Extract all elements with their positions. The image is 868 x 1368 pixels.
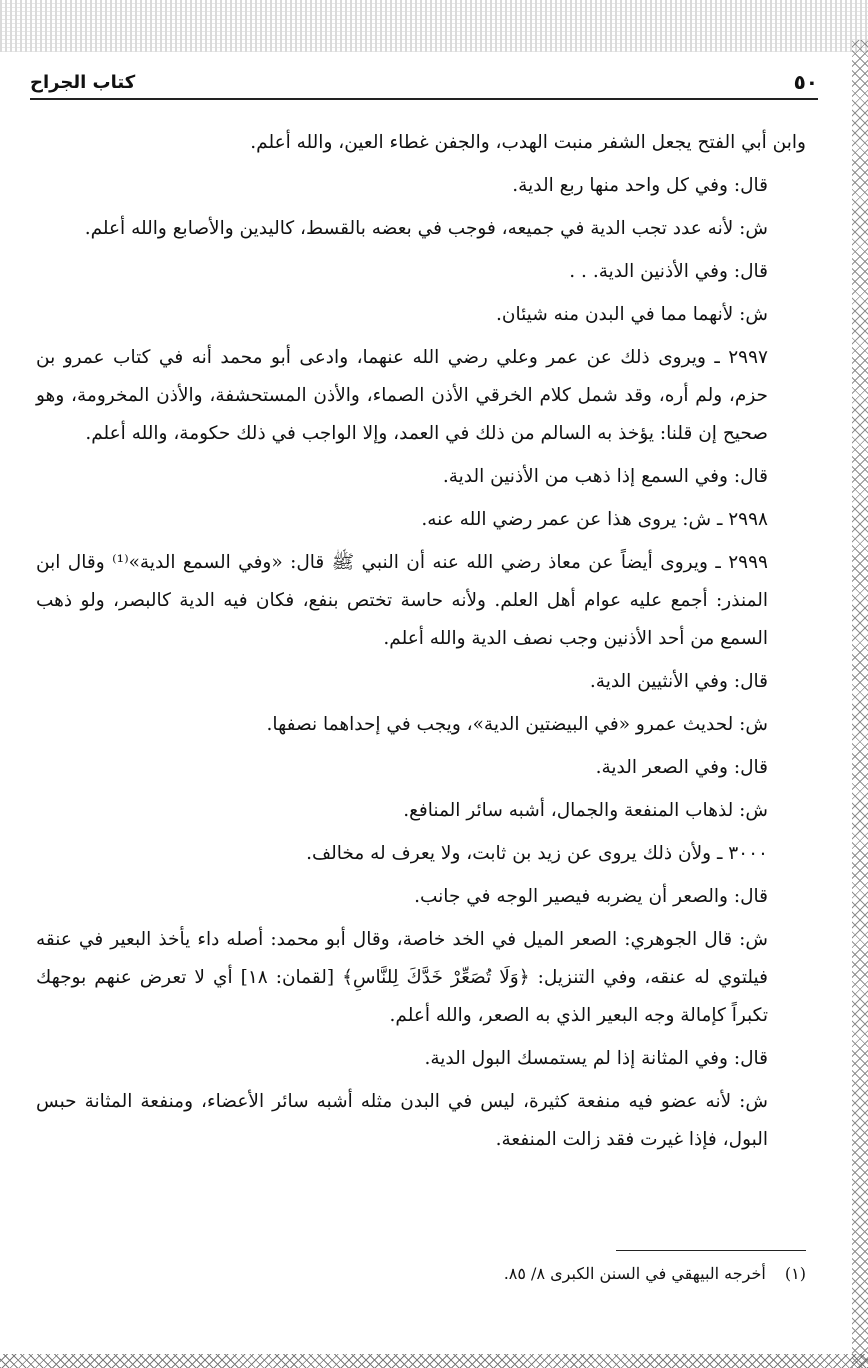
- paragraph: قال: وفي كل واحد منها ربع الدية.: [512, 175, 768, 196]
- footnote-number: (١): [784, 1264, 806, 1283]
- page-header: [30, 66, 818, 100]
- paragraph: قال: وفي المثانة إذا لم يستمسك البول الدية.: [424, 1048, 768, 1069]
- decorative-border-top: [0, 0, 868, 52]
- paragraph: ش: لحديث عمرو «في البيضتين الدية»، ويجب في إحداهما نصفها.: [266, 714, 768, 735]
- paragraph: قال: والصعر أن يضربه فيصير الوجه في جانب.: [414, 886, 768, 907]
- footnote-text: أخرجه البيهقي في السنن الكبرى ٨/ ٨٥.: [503, 1264, 766, 1283]
- paragraph: قال: وفي الأذنين الدية. . .: [569, 261, 768, 282]
- paragraph: وابن أبي الفتح يجعل الشفر منبت الهدب، والجفن غطاء العين، والله أعلم.: [250, 132, 806, 153]
- paragraph: قال: وفي الصعر الدية.: [595, 757, 768, 778]
- decorative-border-bottom: [0, 1354, 868, 1368]
- paragraph: ش: لذهاب المنفعة والجمال، أشبه سائر المنافع.: [403, 800, 768, 821]
- decorative-border-right: [852, 40, 868, 1368]
- page-number: ٥٠: [793, 70, 818, 94]
- running-title: كتاب الجراح: [30, 71, 136, 93]
- footnote: [66, 1260, 806, 1288]
- page-body: [36, 124, 806, 1164]
- paragraph: ٢٩٩٩ ـ ويروى أيضاً عن معاذ رضي الله عنه أن النبي ﷺ قال: «وفي السمع الدية»⁽¹⁾ وقال ابن المنذر: أجمع عليه عوام أهل العلم. ولأنه حاسة تختص بنفع، فكان فيه الدية كالبصر، ولو ذهب السمع من أحد الأذنين وجب نصف الدية والله أعلم.: [36, 552, 768, 649]
- paragraph: ش: لأنه عدد تجب الدية في جميعه، فوجب في بعضه بالقسط، كاليدين والأصابع والله أعلم.: [84, 218, 768, 239]
- footnote-divider: [616, 1250, 806, 1251]
- paragraph: ش: لأنهما مما في البدن منه شيئان.: [496, 304, 768, 325]
- paragraph: قال: وفي السمع إذا ذهب من الأذنين الدية.: [442, 466, 768, 487]
- paragraph: ٢٩٩٨ ـ ش: يروى هذا عن عمر رضي الله عنه.: [421, 509, 768, 530]
- paragraph: ٣٠٠٠ ـ ولأن ذلك يروى عن زيد بن ثابت، ولا يعرف له مخالف.: [306, 843, 768, 864]
- paragraph: قال: وفي الأنثيين الدية.: [589, 671, 768, 692]
- paragraph: ش: لأنه عضو فيه منفعة كثيرة، ليس في البدن مثله أشبه سائر الأعضاء، ومنفعة المثانة حبس البول، فإذا غيرت فقد زالت المنفعة.: [36, 1091, 768, 1150]
- paragraph: ش: قال الجوهري: الصعر الميل في الخد خاصة، وقال أبو محمد: أصله داء يأخذ البعير في عنقه فيلتوي له عنقه، وفي التنزيل: ﴿وَلَا تُصَعِّرْ خَدَّكَ لِلنَّاسِ﴾ [لقمان: ١٨] أي لا تعرض عنهم بوجهك تكبراً كإمالة وجه البعير الذي به الصعر، والله أعلم.: [36, 929, 768, 1026]
- paragraph: ٢٩٩٧ ـ ويروى ذلك عن عمر وعلي رضي الله عنهما، وادعى أبو محمد أنه في كتاب عمرو بن حزم، ولم أره، وقد شمل كلام الخرقي الأذن الصماء، والأذن المستحشفة، والأذن المخرومة، وهو صحيح إن قلنا: يؤخذ به السالم من ذلك في العمد، وإلا الواجب في ذلك حكومة، والله أعلم.: [36, 347, 768, 444]
